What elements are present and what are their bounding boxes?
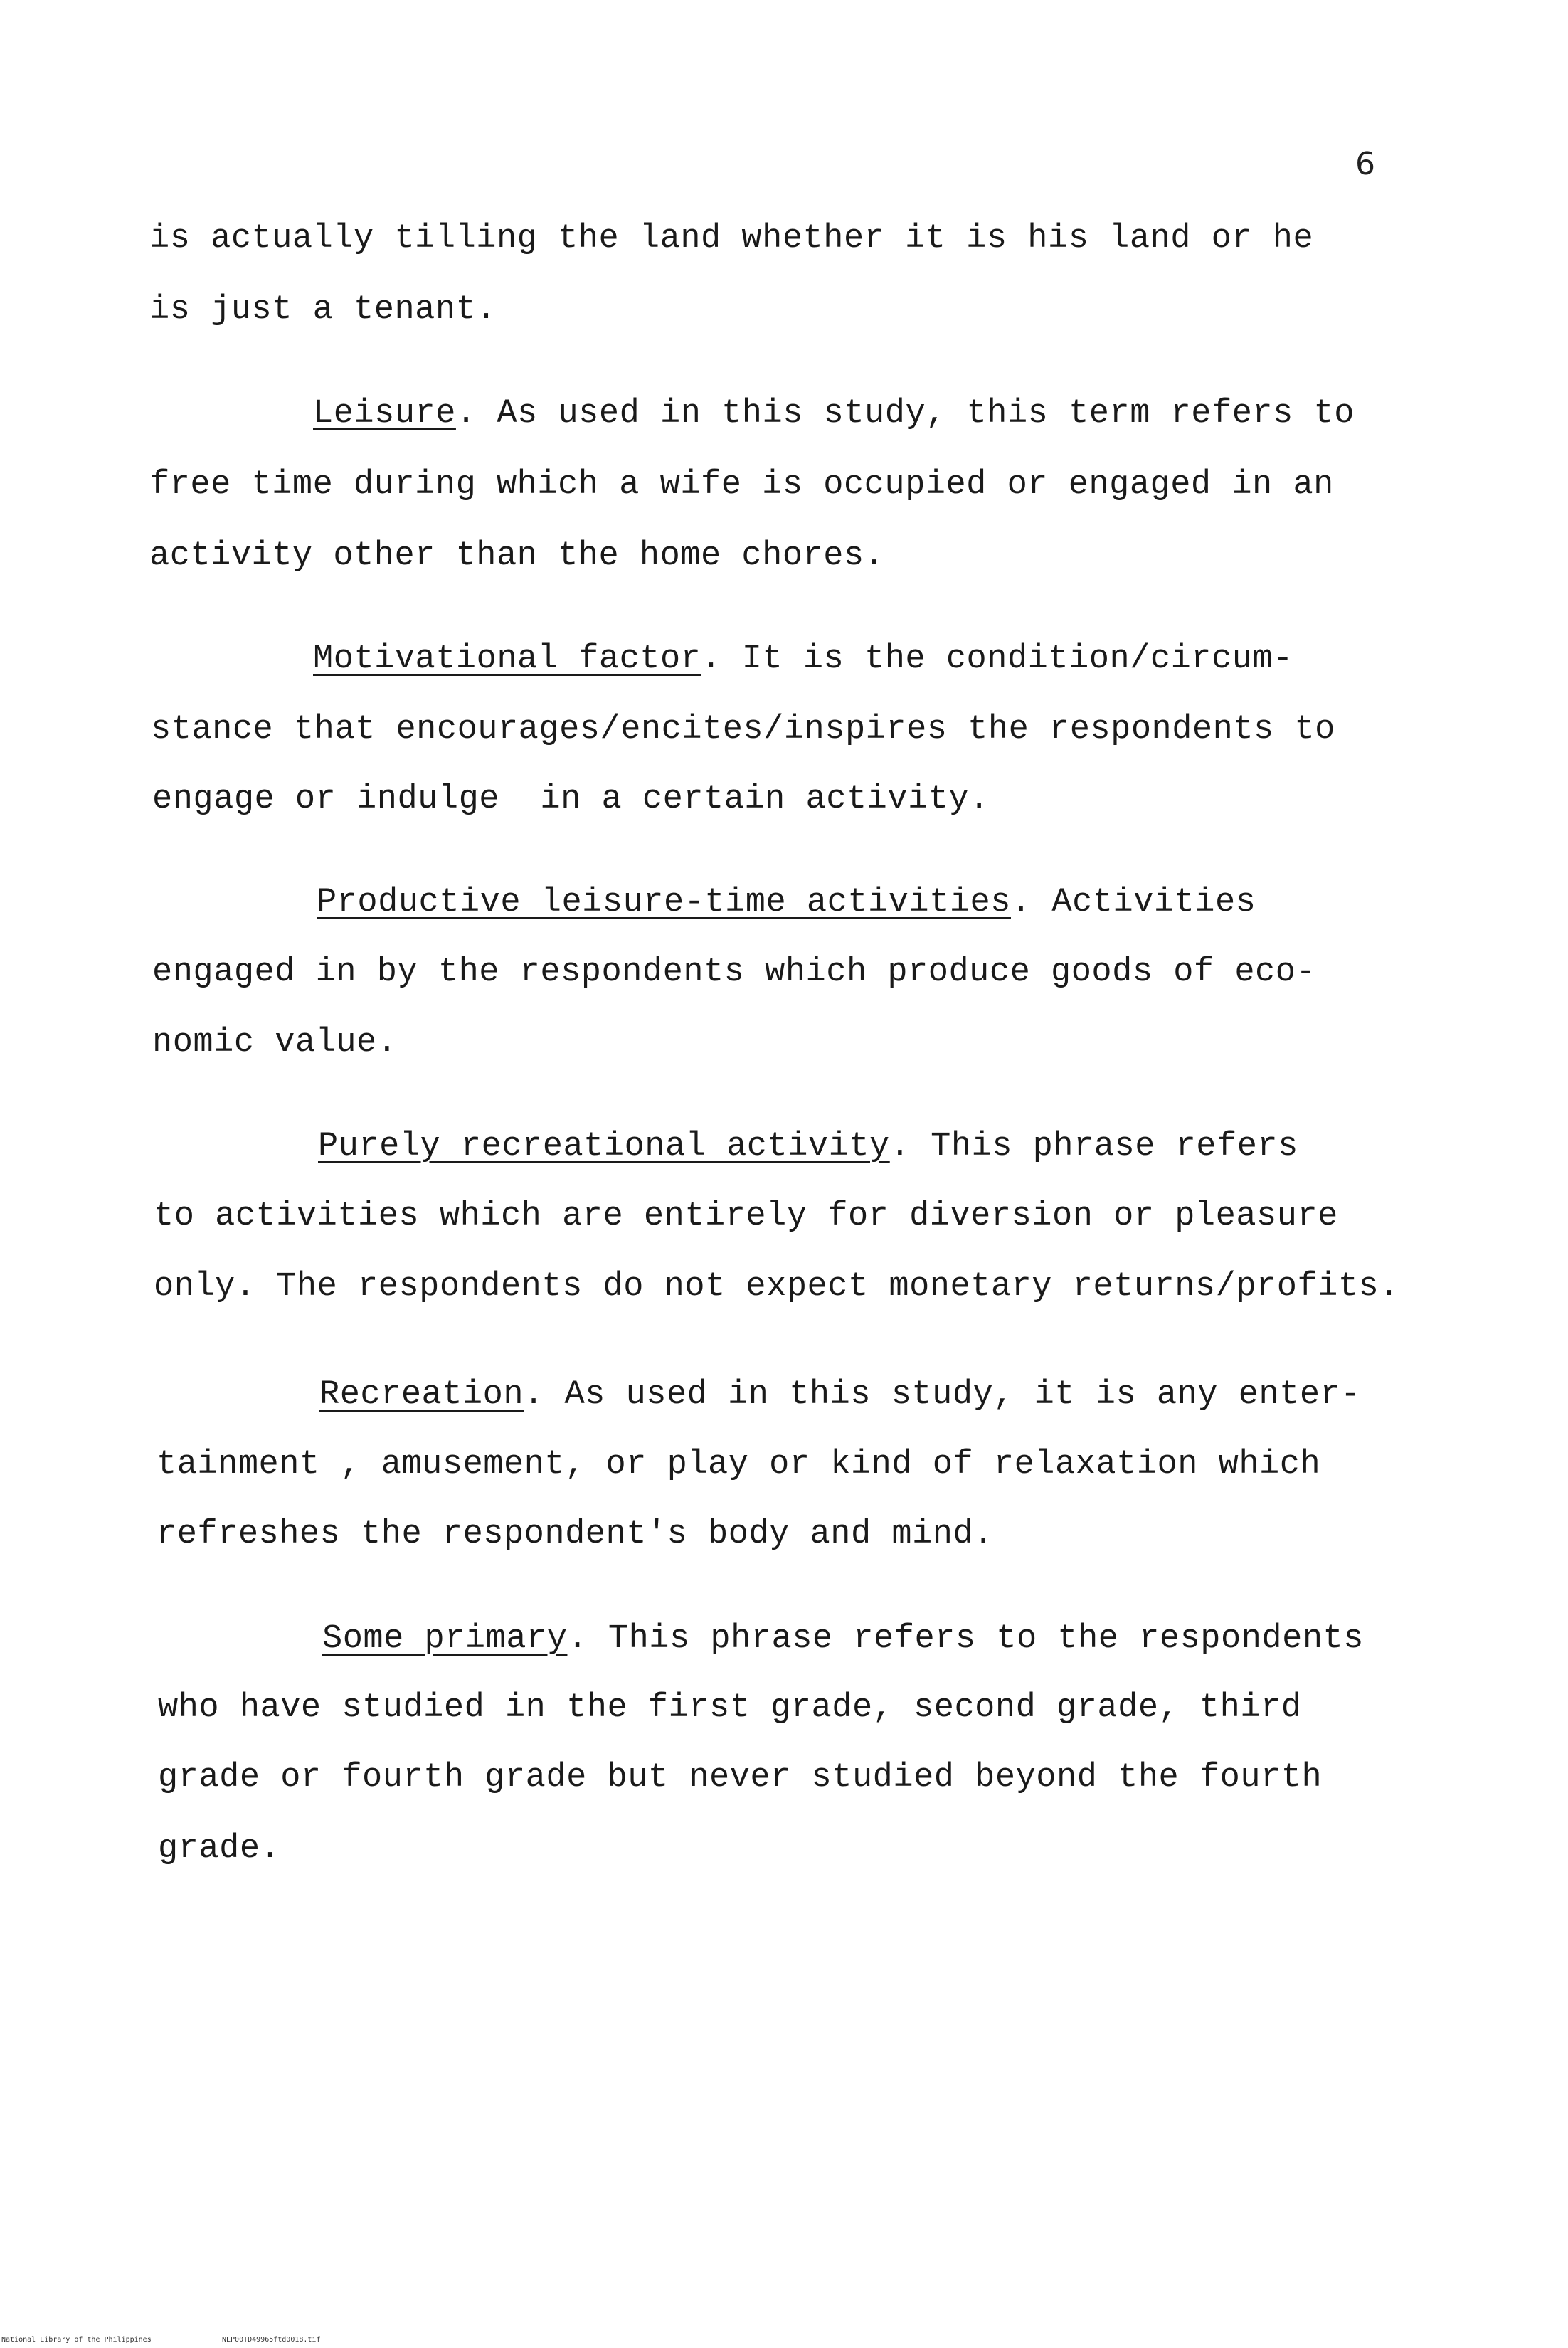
definition-recreation-first-line: [319, 1378, 1361, 1412]
definition-some-primary-line: grade or fourth grade but never studied beyond the fourth: [158, 1759, 1323, 1797]
definition-some-primary-rest: . This phrase refers to the respondents: [567, 1620, 1364, 1658]
definition-leisure-line: free time during which a wife is occupied or engaged in an: [149, 466, 1334, 504]
term-leisure: Leisure: [313, 395, 456, 433]
definition-purely-recreational-line: to activities which are entirely for diversion or pleasure: [154, 1197, 1338, 1235]
footer-file-id: NLP00TD49965ftd0018.tif: [222, 2336, 321, 2344]
definition-recreation-rest: . As used in this study, it is any enter-: [524, 1376, 1361, 1414]
definition-productive-activities-rest: . Activities: [1010, 884, 1256, 921]
definition-some-primary-first-line: [322, 1622, 1364, 1656]
intro-line-1: is actually tilling the land whether it is his land or he: [149, 220, 1314, 258]
definition-productive-activities-first-line: [317, 886, 1256, 919]
definition-some-primary-line: grade.: [158, 1830, 281, 1868]
definition-motivational-factor-line: stance that encourages/encites/inspires the respondents to: [151, 711, 1335, 749]
definition-recreation-line: refreshes the respondent's body and mind.: [157, 1516, 994, 1553]
term-recreation: Recreation: [319, 1376, 524, 1414]
term-some-primary: Some primary: [322, 1620, 568, 1658]
definition-recreation-line: tainment , amusement, or play or kind of relaxation which: [157, 1446, 1321, 1484]
definition-productive-activities-line: engaged in by the respondents which produce goods of eco-: [152, 953, 1317, 991]
definition-leisure-rest: . As used in this study, this term refers to: [455, 395, 1355, 433]
term-purely-recreational-activity: Purely recreational activity: [318, 1128, 890, 1165]
definition-productive-activities-line: nomic value.: [152, 1024, 398, 1062]
definition-motivational-factor-rest: . It is the condition/circum-: [701, 640, 1293, 678]
definition-leisure-first-line: [313, 395, 1355, 433]
footer-library-name: National Library of the Philippines: [1, 2336, 152, 2344]
page-number: 6: [1355, 146, 1375, 182]
intro-line-2: is just a tenant.: [149, 291, 497, 329]
definition-purely-recreational-first-line: [318, 1130, 1298, 1163]
term-productive-leisure-time-activities: Productive leisure-time activities: [317, 884, 1011, 921]
definition-motivational-factor-first-line: [313, 642, 1293, 676]
definition-purely-recreational-rest: . This phrase refers: [889, 1128, 1298, 1165]
term-motivational-factor: Motivational factor: [313, 640, 701, 678]
definition-some-primary-line: who have studied in the first grade, second grade, third: [158, 1689, 1302, 1727]
definition-leisure-line: activity other than the home chores.: [149, 537, 885, 575]
definition-purely-recreational-line: only. The respondents do not expect monetary returns/profits.: [154, 1268, 1399, 1306]
definition-motivational-factor-line: engage or indulge in a certain activity.: [152, 781, 990, 818]
